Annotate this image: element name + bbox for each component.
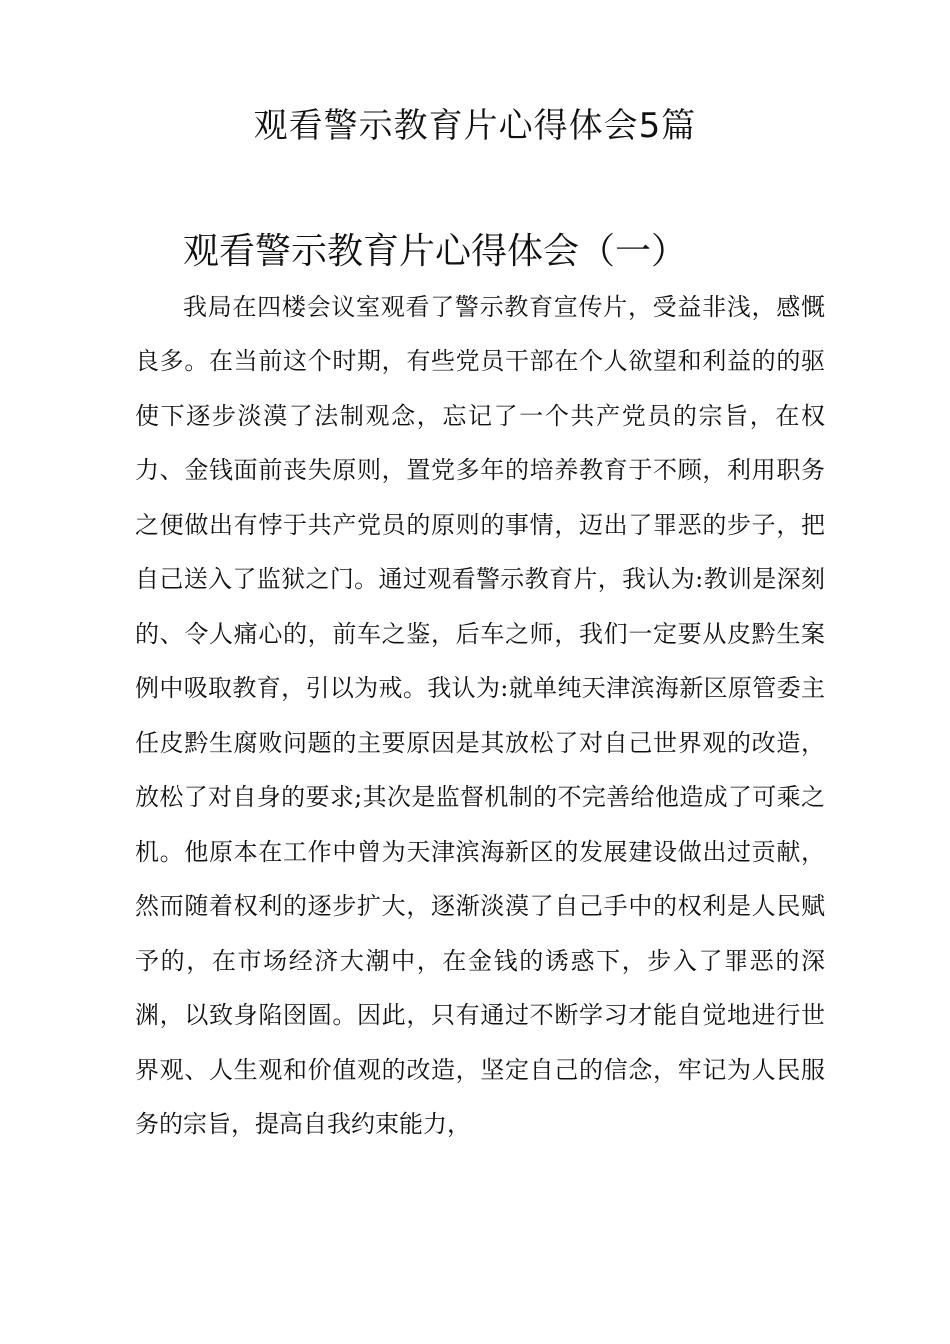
section-heading: 观看警示教育片心得体会（一） xyxy=(183,231,688,272)
document-body xyxy=(135,225,825,1152)
body-paragraph: 我局在四楼会议室观看了警示教育宣传片，受益非浅，感慨良多。在当前这个时期，有些党员干部在个人欲望和利益的的驱使下逐步淡漠了法制观念，忘记了一个共产党员的宗旨，在权力、金钱面前丧失原则，置党多年的培养教育于不顾，利用职务之便做出有悖于共产党员的原则的事情，迈出了罪恶的步子，把自己送入了监狱之门。通过观看警示教育片，我认为:教训是深刻的、令人痛心的，前车之鉴，后车之师，我们一定要从皮黔生案例中吸取教育，引以为戒。我认为:就单纯天津滨海新区原管委主任皮黔生腐败问题的主要原因是其放松了对自己世界观的改造，放松了对自身的要求;其次是监督机制的不完善给他造成了可乘之机。他原本在工作中曾为天津滨海新区的发展建设做出过贡献，然而随着权利的逐步扩大，逐渐淡漠了自己手中的权利是人民赋予的，在市场经济大潮中，在金钱的诱惑下，步入了罪恶的深渊，以致身陷囹圄。因此，只有通过不断学习才能自觉地进行世界观、人生观和价值观的改造，坚定自己的信念，牢记为人民服务的宗旨，提高自我约束能力， xyxy=(135,292,825,1138)
document-title: 观看警示教育片心得体会5篇 xyxy=(253,106,697,146)
